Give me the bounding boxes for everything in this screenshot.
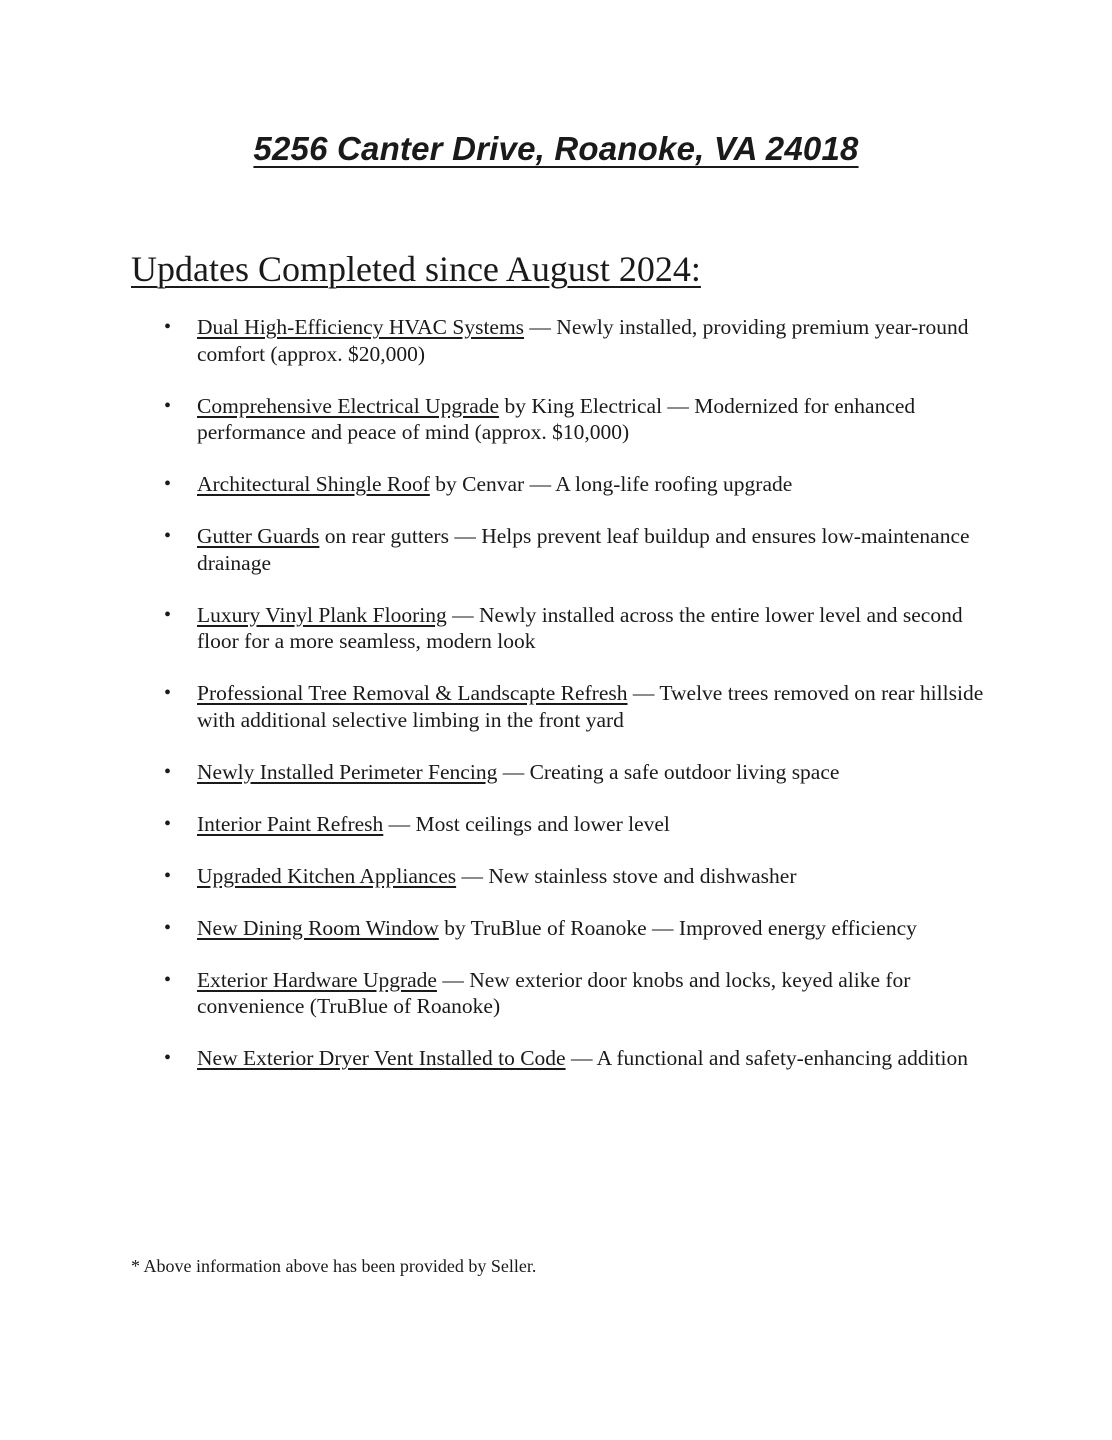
list-item xyxy=(0,602,1112,655)
list-item xyxy=(0,471,1112,498)
update-description: — A functional and safety-enhancing addition xyxy=(565,1046,969,1070)
bullet-icon: • xyxy=(164,916,172,939)
list-item xyxy=(0,393,1112,446)
bullet-icon: • xyxy=(164,473,172,495)
list-item xyxy=(0,915,1112,942)
list-item xyxy=(0,863,1112,890)
bullet-icon: • xyxy=(164,603,172,626)
updates-list xyxy=(0,314,1112,1097)
update-name: Upgraded Kitchen Appliances xyxy=(197,863,457,888)
bullet-icon: • xyxy=(164,968,172,991)
update-description: — New stainless stove and dishwasher xyxy=(456,863,797,888)
list-item xyxy=(0,1045,1112,1072)
updates-heading: Updates Completed since August 2024: xyxy=(131,249,701,289)
bullet-icon: • xyxy=(164,525,172,547)
bullet-icon: • xyxy=(164,864,172,887)
seller-footnote: * Above information above has been provided by Seller. xyxy=(131,1256,537,1276)
update-description: — Creating a safe outdoor living space xyxy=(497,759,840,784)
list-item xyxy=(0,759,1112,786)
update-name: Comprehensive Electrical Upgrade xyxy=(197,393,500,418)
list-item xyxy=(0,523,1112,576)
update-name: Luxury Vinyl Plank Flooring xyxy=(197,602,447,627)
update-description: by King Electrical — Modernized for enhanced performance and peace of mind (approx. $10,000) xyxy=(197,393,916,444)
list-item xyxy=(0,811,1112,838)
bullet-icon: • xyxy=(164,394,172,417)
update-description: — Twelve trees removed on rear hillside with additional selective limbing in the front yard xyxy=(197,681,984,732)
update-name: Exterior Hardware Upgrade xyxy=(197,967,437,992)
bullet-icon: • xyxy=(164,1047,172,1069)
update-description: by Cenvar — A long-life roofing upgrade xyxy=(429,472,793,496)
update-description: — New exterior door knobs and locks, keyed alike for convenience (TruBlue of Roanoke) xyxy=(197,967,911,1018)
list-item xyxy=(0,680,1112,733)
update-name: Interior Paint Refresh xyxy=(197,811,384,836)
property-address-title: 5256 Canter Drive, Roanoke, VA 24018 xyxy=(253,130,859,167)
update-name: Architectural Shingle Roof xyxy=(197,472,430,496)
update-description: by TruBlue of Roanoke — Improved energy efficiency xyxy=(438,915,917,940)
bullet-icon: • xyxy=(164,812,172,835)
list-item xyxy=(0,314,1112,367)
update-description: on rear gutters — Helps prevent leaf buildup and ensures low-maintenance drainage xyxy=(197,524,970,575)
update-description: — Newly installed across the entire lower level and second floor for a more seamless, modern look xyxy=(197,602,963,653)
bullet-icon: • xyxy=(164,682,172,704)
update-name: Gutter Guards xyxy=(197,524,320,548)
update-name: Professional Tree Removal & Landscapte Refresh xyxy=(197,681,628,705)
update-name: New Dining Room Window xyxy=(197,915,439,940)
list-item xyxy=(0,967,1112,1020)
update-description: — Newly installed, providing premium year-round comfort (approx. $20,000) xyxy=(197,315,969,366)
bullet-icon: • xyxy=(164,760,172,783)
update-name: New Exterior Dryer Vent Installed to Code xyxy=(197,1046,566,1070)
bullet-icon: • xyxy=(164,316,172,338)
update-name: Newly Installed Perimeter Fencing xyxy=(197,759,498,784)
update-name: Dual High-Efficiency HVAC Systems xyxy=(197,315,525,339)
update-description: — Most ceilings and lower level xyxy=(383,811,670,836)
